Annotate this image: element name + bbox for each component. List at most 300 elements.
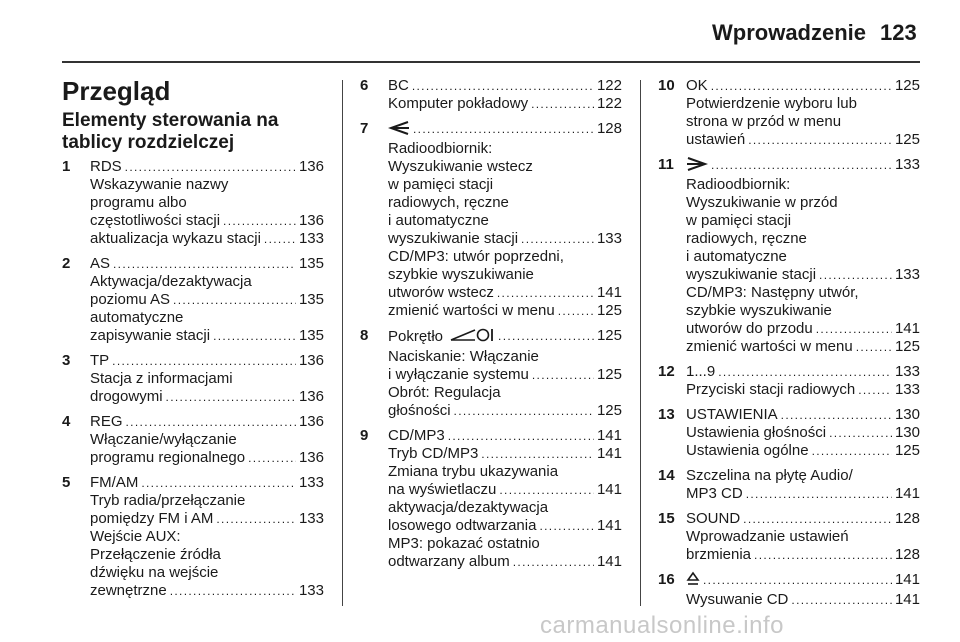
item-line [90,212,324,230]
line-text: ustawień [686,131,746,148]
line-label [388,158,533,176]
line-text: i automatyczne [686,248,787,265]
line-label [686,424,826,442]
line-label [90,230,261,248]
page-ref: 136 [298,413,324,430]
line-text: strona w przód w menu [686,113,842,130]
line-text: drogowymi [90,388,163,405]
line-label [686,363,715,381]
item-line [686,485,920,503]
item-line [388,517,622,535]
item-lines [686,77,920,149]
leader-dots [531,95,594,113]
leader-dots [791,591,892,609]
leader-dots [816,320,892,338]
seek-forward-icon [686,157,708,176]
page-ref: 130 [894,424,920,441]
list-item [658,467,920,503]
line-label [90,327,210,345]
line-label [686,546,751,564]
line-label [90,582,167,600]
leader-dots [499,481,594,499]
leader-dots [497,284,594,302]
item-line [686,338,920,356]
item-line [388,140,622,158]
item-line [686,424,920,442]
list-item [360,427,622,571]
page-ref: 128 [894,510,920,527]
entry-list-1 [62,158,324,600]
page-ref: 125 [596,327,622,344]
page-ref: 141 [596,553,622,570]
leader-dots [812,442,892,460]
line-text: Tryb radia/przełączanie [90,492,246,509]
item-line [388,194,622,212]
page-ref: 125 [596,302,622,319]
list-item [62,413,324,467]
line-text: SOUND [686,510,741,527]
list-item [658,77,920,149]
page-ref: 141 [596,481,622,498]
line-text: zmienić wartości w menu [388,302,555,319]
line-label [90,370,233,388]
item-line [686,284,920,302]
line-text: CD/MP3: Następny utwór, [686,284,859,301]
item-line [90,564,324,582]
leader-dots [754,546,892,564]
line-text: AS [90,255,111,272]
item-line [388,248,622,266]
line-text: Szczelina na płytę Audio/ [686,467,853,484]
leader-dots [166,388,296,406]
item-lines [388,427,622,571]
item-line [686,95,920,113]
page-ref: 141 [894,320,920,337]
line-text: Włączanie/wyłączanie [90,431,237,448]
line-label [686,194,838,212]
item-lines [90,413,324,467]
item-lines [686,406,920,460]
item-lines [686,156,920,356]
line-label [90,449,245,467]
item-lines [90,474,324,600]
line-label [686,406,778,424]
line-label [388,284,494,302]
line-text: i automatyczne [388,212,489,229]
list-item [62,158,324,248]
item-line [686,528,920,546]
line-text: w pamięci stacji [686,212,792,229]
column-divider [342,80,343,606]
item-line [90,431,324,449]
item-lines [388,77,622,113]
line-label [388,463,558,481]
item-line [686,248,920,266]
leader-dots [112,352,296,370]
line-text: FM/AM [90,474,139,491]
item-line [90,327,324,345]
line-label [388,384,501,402]
list-item [62,255,324,345]
item-line [388,366,622,384]
line-label [388,481,496,499]
line-text: szybkie wyszukiwanie [388,266,534,283]
item-line [90,230,324,248]
item-line [388,427,622,445]
item-line [388,348,622,366]
item-line [388,284,622,302]
line-label [90,255,110,273]
line-text: automatyczne [90,309,184,326]
line-label [388,176,493,194]
item-line [388,384,622,402]
line-label [686,381,855,399]
line-text: pomiędzy FM i AM [90,510,214,527]
item-number: 12 [658,363,675,380]
line-text: radiowych, ręczne [686,230,807,247]
line-text: i wyłączanie systemu [388,366,529,383]
line-text: w pamięci stacji [388,176,494,193]
line-label [686,212,791,230]
item-lines [686,467,920,503]
item-number: 11 [658,156,674,173]
item-line [388,463,622,481]
leader-dots [216,510,296,528]
item-line [686,194,920,212]
item-number: 9 [360,427,369,444]
item-number: 8 [360,327,369,344]
page-ref: 133 [894,156,920,173]
list-item [360,327,622,420]
line-text: Wejście AUX: [90,528,181,545]
page-ref: 133 [298,474,324,491]
item-lines [686,510,920,564]
line-text: OK [686,77,708,94]
line-text: Naciskanie: Włączanie [388,348,539,365]
line-label [90,431,237,449]
leader-dots [173,291,296,309]
line-label [686,338,853,356]
leader-dots [718,363,892,381]
leader-dots [454,402,594,420]
item-lines [686,571,920,609]
line-text: wyszukiwanie stacji [686,266,817,283]
line-text: USTAWIENIA [686,406,778,423]
item-line [686,212,920,230]
item-line [90,528,324,546]
list-item [360,77,622,113]
leader-dots [539,517,594,535]
page-number: 123 [880,20,917,45]
line-text: programu regionalnego [90,449,246,466]
page-ref: 141 [596,517,622,534]
page-ref: 133 [298,582,324,599]
line-label [686,230,807,248]
list-item [62,474,324,600]
line-label [686,284,859,302]
line-text: wyszukiwanie stacji [388,230,519,247]
item-line [90,510,324,528]
item-line [90,255,324,273]
line-text: Wysuwanie CD [686,591,789,608]
page-ref: 122 [596,77,622,94]
line-text: Radioodbiornik: [686,176,791,193]
list-item [658,156,920,356]
line-label [90,273,252,291]
item-line [686,131,920,149]
page-ref: 141 [894,485,920,502]
line-label [686,95,857,113]
leader-dots [711,77,892,95]
line-text: 1...9 [686,363,716,380]
line-label [388,348,539,366]
page-ref: 133 [298,510,324,527]
leader-dots [264,230,296,248]
line-label [686,156,708,176]
header-title: Wprowadzenie [712,20,867,45]
line-text: MP3 CD [686,485,743,502]
line-label [90,413,123,431]
page-ref: 133 [894,363,920,380]
line-text: Wyszukiwanie w przód [686,194,838,211]
item-line [90,370,324,388]
page-ref: 141 [596,427,622,444]
column-2 [360,77,622,578]
line-label [686,77,708,95]
leader-dots [513,553,594,571]
line-text: Zmiana trybu ukazywania [388,463,559,480]
line-text: głośności [388,402,451,419]
watermark: carmanualsonline.info [540,612,784,639]
line-label [90,528,181,546]
line-label [90,212,220,230]
leader-dots [743,510,892,528]
item-number: 14 [658,467,675,484]
line-label [388,327,495,348]
leader-dots [711,156,892,176]
item-line [686,320,920,338]
line-label [90,176,228,194]
item-line [90,474,324,492]
page-ref: 130 [894,406,920,423]
line-label [90,510,213,528]
line-label [388,248,564,266]
page-ref: 141 [596,284,622,301]
page-ref: 133 [596,230,622,247]
line-text: Obrót: Regulacja [388,384,501,401]
line-text: radiowych, ręczne [388,194,509,211]
leader-dots [558,302,594,320]
item-line [388,302,622,320]
line-label [90,388,163,406]
line-label [686,591,788,609]
line-text: losowego odtwarzania [388,517,537,534]
line-text: poziomu AS [90,291,171,308]
line-text: CD/MP3: utwór poprzedni, [388,248,564,265]
item-number: 7 [360,120,369,137]
item-line [686,442,920,460]
item-line [388,481,622,499]
line-label [90,546,221,564]
item-line [388,120,622,140]
leader-dots [521,230,594,248]
line-label [388,194,509,212]
item-line [388,95,622,113]
leader-dots [819,266,892,284]
item-number: 15 [658,510,675,527]
line-text: aktualizacja wykazu stacji [90,230,261,247]
line-label [686,320,813,338]
item-line [90,158,324,176]
leader-dots [829,424,892,442]
leader-dots [448,427,594,445]
page-ref: 125 [894,338,920,355]
line-label [686,510,740,528]
line-text: szybkie wyszukiwanie [686,302,832,319]
line-text: brzmienia [686,546,752,563]
line-label [90,194,187,212]
item-line [90,194,324,212]
line-text: dźwięku na wejście [90,564,219,581]
line-label [90,492,245,510]
item-line [686,381,920,399]
column-divider [640,80,641,606]
line-text: Ustawienia głośności [686,424,827,441]
line-label [388,517,536,535]
line-text: Przełączenie źródła [90,546,221,563]
page-ref: 133 [894,266,920,283]
leader-dots [125,158,296,176]
page-ref: 136 [298,158,324,175]
leader-dots [126,413,296,431]
page-ref: 136 [298,388,324,405]
item-line [686,266,920,284]
item-line [388,212,622,230]
leader-dots [746,485,892,503]
item-number: 3 [62,352,71,369]
item-line [388,499,622,517]
line-label [388,212,489,230]
column-3 [658,77,920,616]
list-item [658,510,920,564]
page-ref: 135 [298,327,324,344]
leader-dots [170,582,296,600]
item-line [388,266,622,284]
item-line [686,302,920,320]
entry-list-3 [658,77,920,609]
page-ref: 122 [596,95,622,112]
item-lines [686,363,920,399]
seek-back-icon [388,121,410,140]
line-label [388,553,510,571]
leader-dots [748,131,892,149]
line-label [686,113,841,131]
page-ref: 125 [894,131,920,148]
item-line [388,553,622,571]
line-text: Radioodbiornik: [388,140,493,157]
line-text: zmienić wartości w menu [686,338,853,355]
list-item [658,571,920,609]
leader-dots [532,366,594,384]
line-text: TP [90,352,110,369]
line-label [388,140,492,158]
line-text: Wskazywanie nazwy [90,176,229,193]
line-text: CD/MP3 [388,427,445,444]
page-ref: 136 [298,449,324,466]
line-label [388,95,528,113]
item-line [686,230,920,248]
line-label [90,474,138,492]
line-text: Wyszukiwanie wstecz [388,158,533,175]
line-label [388,445,478,463]
page-ref: 125 [894,442,920,459]
line-text: Wprowadzanie ustawień [686,528,849,545]
item-line [686,176,920,194]
line-label [686,302,832,320]
item-line [388,445,622,463]
item-line [686,510,920,528]
line-label [388,402,451,420]
leader-dots [856,338,892,356]
leader-dots [858,381,892,399]
line-label [90,158,122,176]
line-text: programu albo [90,194,187,211]
line-text: MP3: pokazać ostatnio [388,535,540,552]
line-text: RDS [90,158,122,175]
item-line [686,156,920,176]
line-label [686,467,853,485]
leader-dots [223,212,296,230]
leader-dots [413,120,594,140]
line-label [388,120,410,140]
line-label [90,564,218,582]
item-line [388,158,622,176]
item-line [388,535,622,553]
item-line [90,273,324,291]
entry-list-2 [360,77,622,571]
line-label [388,302,555,320]
leader-dots [141,474,296,492]
item-line [686,406,920,424]
line-text: zapisywanie stacji [90,327,211,344]
item-line [90,492,324,510]
column-1 [62,76,324,607]
page-ref: 125 [596,402,622,419]
page-ref: 133 [894,381,920,398]
line-text: Pokrętło [388,328,444,345]
item-line [388,230,622,248]
page-ref: 125 [596,366,622,383]
line-label [388,77,409,95]
eject-icon [686,571,700,591]
line-text: Aktywacja/dezaktywacja [90,273,252,290]
line-text: REG [90,413,123,430]
item-line [388,176,622,194]
line-text: częstotliwości stacji [90,212,221,229]
page-ref: 133 [298,230,324,247]
leader-dots [481,445,594,463]
leader-dots [703,571,892,591]
item-lines [90,352,324,406]
volume-power-knob-icon [449,327,495,348]
page-ref: 135 [298,291,324,308]
page-ref: 125 [894,77,920,94]
line-label [686,442,809,460]
item-lines [388,327,622,420]
leader-dots [113,255,296,273]
line-label [388,230,518,248]
line-label [90,352,109,370]
